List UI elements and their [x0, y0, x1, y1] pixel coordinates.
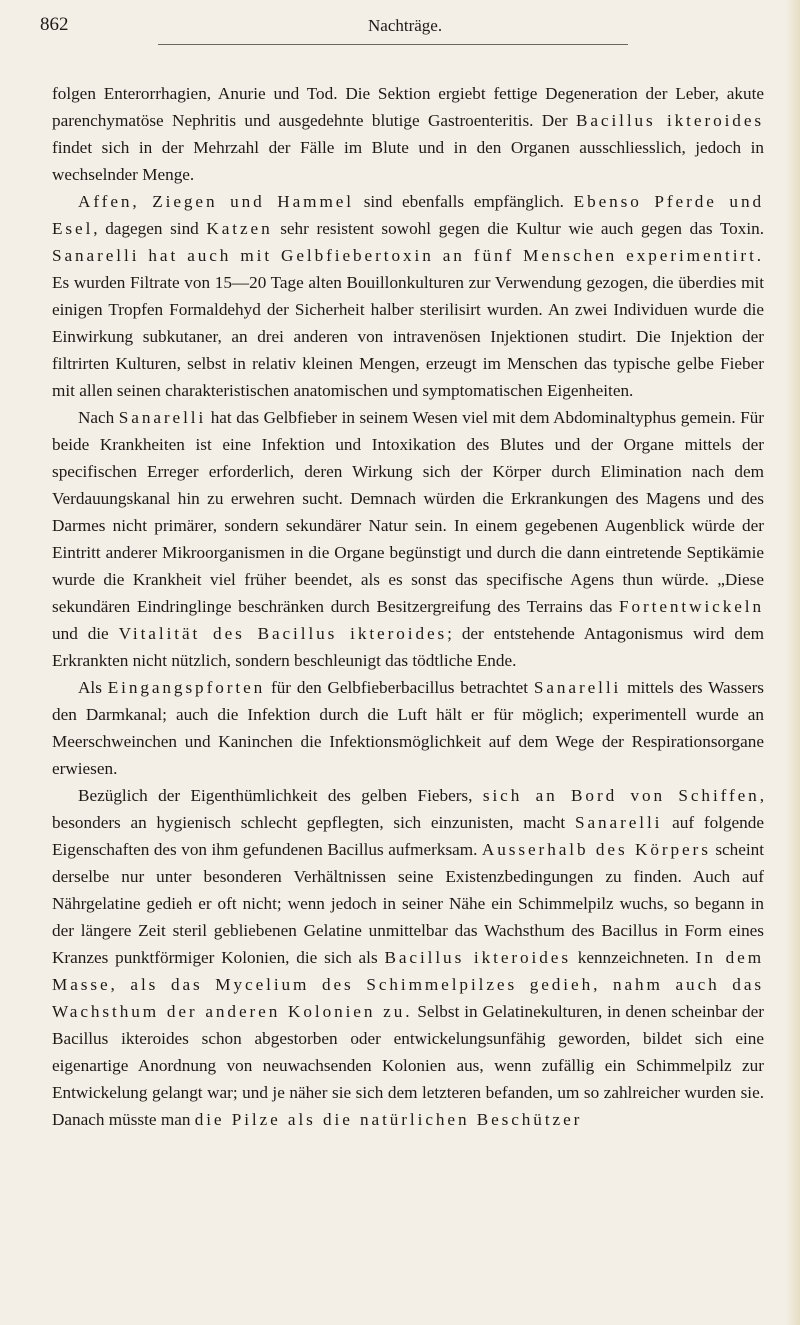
text-run: folgen Enterorrhagien, Anurie und Tod. Die Sektion ergiebt fettige Degeneration der Leber, akute parenchymatöse Nephritis und ausgedehnte blutige Gastroenteritis. Der	[52, 84, 764, 130]
paragraph-5	[52, 782, 764, 1133]
spaced-emphasis: Fortentwickeln	[619, 597, 764, 616]
text-run: auf folgende Eigenschaften des von ihm gefundenen Bacillus aufmerksam.	[52, 813, 764, 859]
text-run: ; der entstehende Antagonismus wird dem Erkrankten nicht nützlich, sondern beschleunigt das tödtliche Ende.	[52, 624, 764, 670]
spaced-emphasis: Vitalität des Bacillus ikteroides	[118, 624, 448, 643]
text-run: mittels des Wassers den Darmkanal; auch die Infektion durch die Luft hält er für möglich; experimentell wurde an Meerschweinchen und Kaninchen die Infektionsmöglichkeit auf dem Wege der Respirationsorgane erwiesen.	[52, 678, 764, 778]
spaced-emphasis: die Pilze als die natürlichen Beschützer	[194, 1110, 583, 1129]
text-run: und die	[52, 624, 119, 643]
text-run: hat das Gelbfieber in seinem Wesen viel mit dem Abdominaltyphus gemein. Für beide Krankheiten ist eine Infektion und Intoxikation des Blutes und der Organe mittels der specifischen Erreger erforderlich, deren Wirkung sich der Körper durch Elimination nach dem Verdauungskanal hin zu erwehren sucht. Demnach würden die Erkrankungen des Magens und des Darmes nicht primärer, sondern sekundärer Natur sein. In einem gegebenen Augenblick würde der Eintritt anderer Mikroorganismen in die Organe begünstigt und durch die dann eintretende Septikämie wurde die Krankheit viel früher beendet, als es sonst das specifische Agens thun würde. „Diese sekundären Eindringlinge beschränken durch Besitzergreifung des Terrains das	[52, 408, 765, 616]
spaced-emphasis: Ausserhalb des Körpers	[481, 840, 711, 859]
spaced-emphasis: In dem Masse, als das Mycelium des Schimmelpilzes gedieh, nahm auch das Wachsthum der anderen Kolonien zu.	[52, 948, 764, 1021]
spaced-emphasis: Katzen	[206, 219, 273, 238]
text-run: sind ebenfalls empfänglich.	[354, 192, 574, 211]
paragraph-1	[52, 80, 764, 188]
text-run: Bezüglich der Eigenthümlichkeit des gelben Fiebers,	[78, 786, 483, 805]
paragraph-2	[52, 188, 764, 404]
spaced-emphasis: sich an Bord von Schiffen	[482, 786, 760, 805]
text-run: für den Gelbfieberbacillus betrachtet	[265, 678, 534, 697]
spaced-emphasis: Eingangspforten	[107, 678, 266, 697]
paragraph-3	[52, 404, 764, 674]
spaced-emphasis: Affen, Ziegen und Hammel	[78, 192, 354, 211]
text-run: Nach	[78, 408, 119, 427]
text-run: , dagegen sind	[93, 219, 207, 238]
text-run: sehr resistent sowohl gegen die Kultur wie auch gegen das Toxin.	[272, 219, 765, 238]
running-title: Nachträge.	[368, 16, 443, 35]
text-run: , besonders an hygienisch schlecht gepflegten, sich einzunisten, macht	[52, 786, 764, 832]
text-run: findet sich in der Mehrzahl der Fälle im Blute und in den Organen ausschliesslich, jedoch in wechselnder Menge.	[52, 138, 764, 184]
page-header	[40, 6, 760, 46]
spaced-emphasis: Sanarelli hat auch mit Gelbfiebertoxin an fünf Menschen experimentirt.	[52, 246, 764, 265]
text-run: Selbst in Gelatinekulturen, in denen scheinbar der Bacillus ikteroides schon abgestorben oder entwickelungsunfähig geworden, bildet sich eine eigenartige Anordnung von neuwachsenden Kolonien aus, wenn zufällig ein Schimmelpilz zur Entwickelung gelangt war; und je näher sie sich dem letzteren befanden, um so zahlreicher wurden sie. Danach müsste man	[52, 1002, 764, 1129]
paragraph-4	[52, 674, 764, 782]
spaced-emphasis: Sanarelli	[574, 813, 663, 832]
page-number: 862	[40, 14, 69, 35]
body-text	[52, 80, 764, 1133]
text-run: kennzeichneten.	[570, 948, 696, 967]
spaced-emphasis: Bacillus ikteroides	[575, 111, 764, 130]
spaced-emphasis: Sanarelli	[533, 678, 622, 697]
text-run: scheint derselbe nur unter besonderen Verhältnissen seine Existenzbedingungen zu finden. Auch auf Nährgelatine gedieh er oft nicht; wenn jedoch in seiner Nähe ein Schimmelpilz wuchs, so begann in der längere Zeit steril gebliebenen Gelatine unmittelbar das Wachsthum des Bacillus in Form eines Kranzes punktförmiger Kolonien, die sich als	[52, 840, 764, 967]
spaced-emphasis: Bacillus ikteroides	[384, 948, 571, 967]
header-rule	[158, 44, 628, 45]
text-run: Es wurden Filtrate von 15—20 Tage alten Bouillonkulturen zur Verwendung gezogen, die überdies mit einigen Tropfen Formaldehyd der Sicherheit halber sterilisirt wurden. An zwei Individuen wurde die Einwirkung subkutaner, an drei anderen von intravenösen Injektionen studirt. Die Injektion der filtrirten Kulturen, selbst in relativ kleinen Mengen, erzeugt im Menschen das typische gelbe Fieber mit allen seinen charakteristischen anatomischen und symptomatischen Eigenheiten.	[52, 273, 764, 400]
page-edge	[786, 0, 800, 1325]
spaced-emphasis: Ebenso Pferde und Esel	[52, 192, 764, 238]
text-run: Als	[78, 678, 108, 697]
spaced-emphasis: Sanarelli	[118, 408, 207, 427]
